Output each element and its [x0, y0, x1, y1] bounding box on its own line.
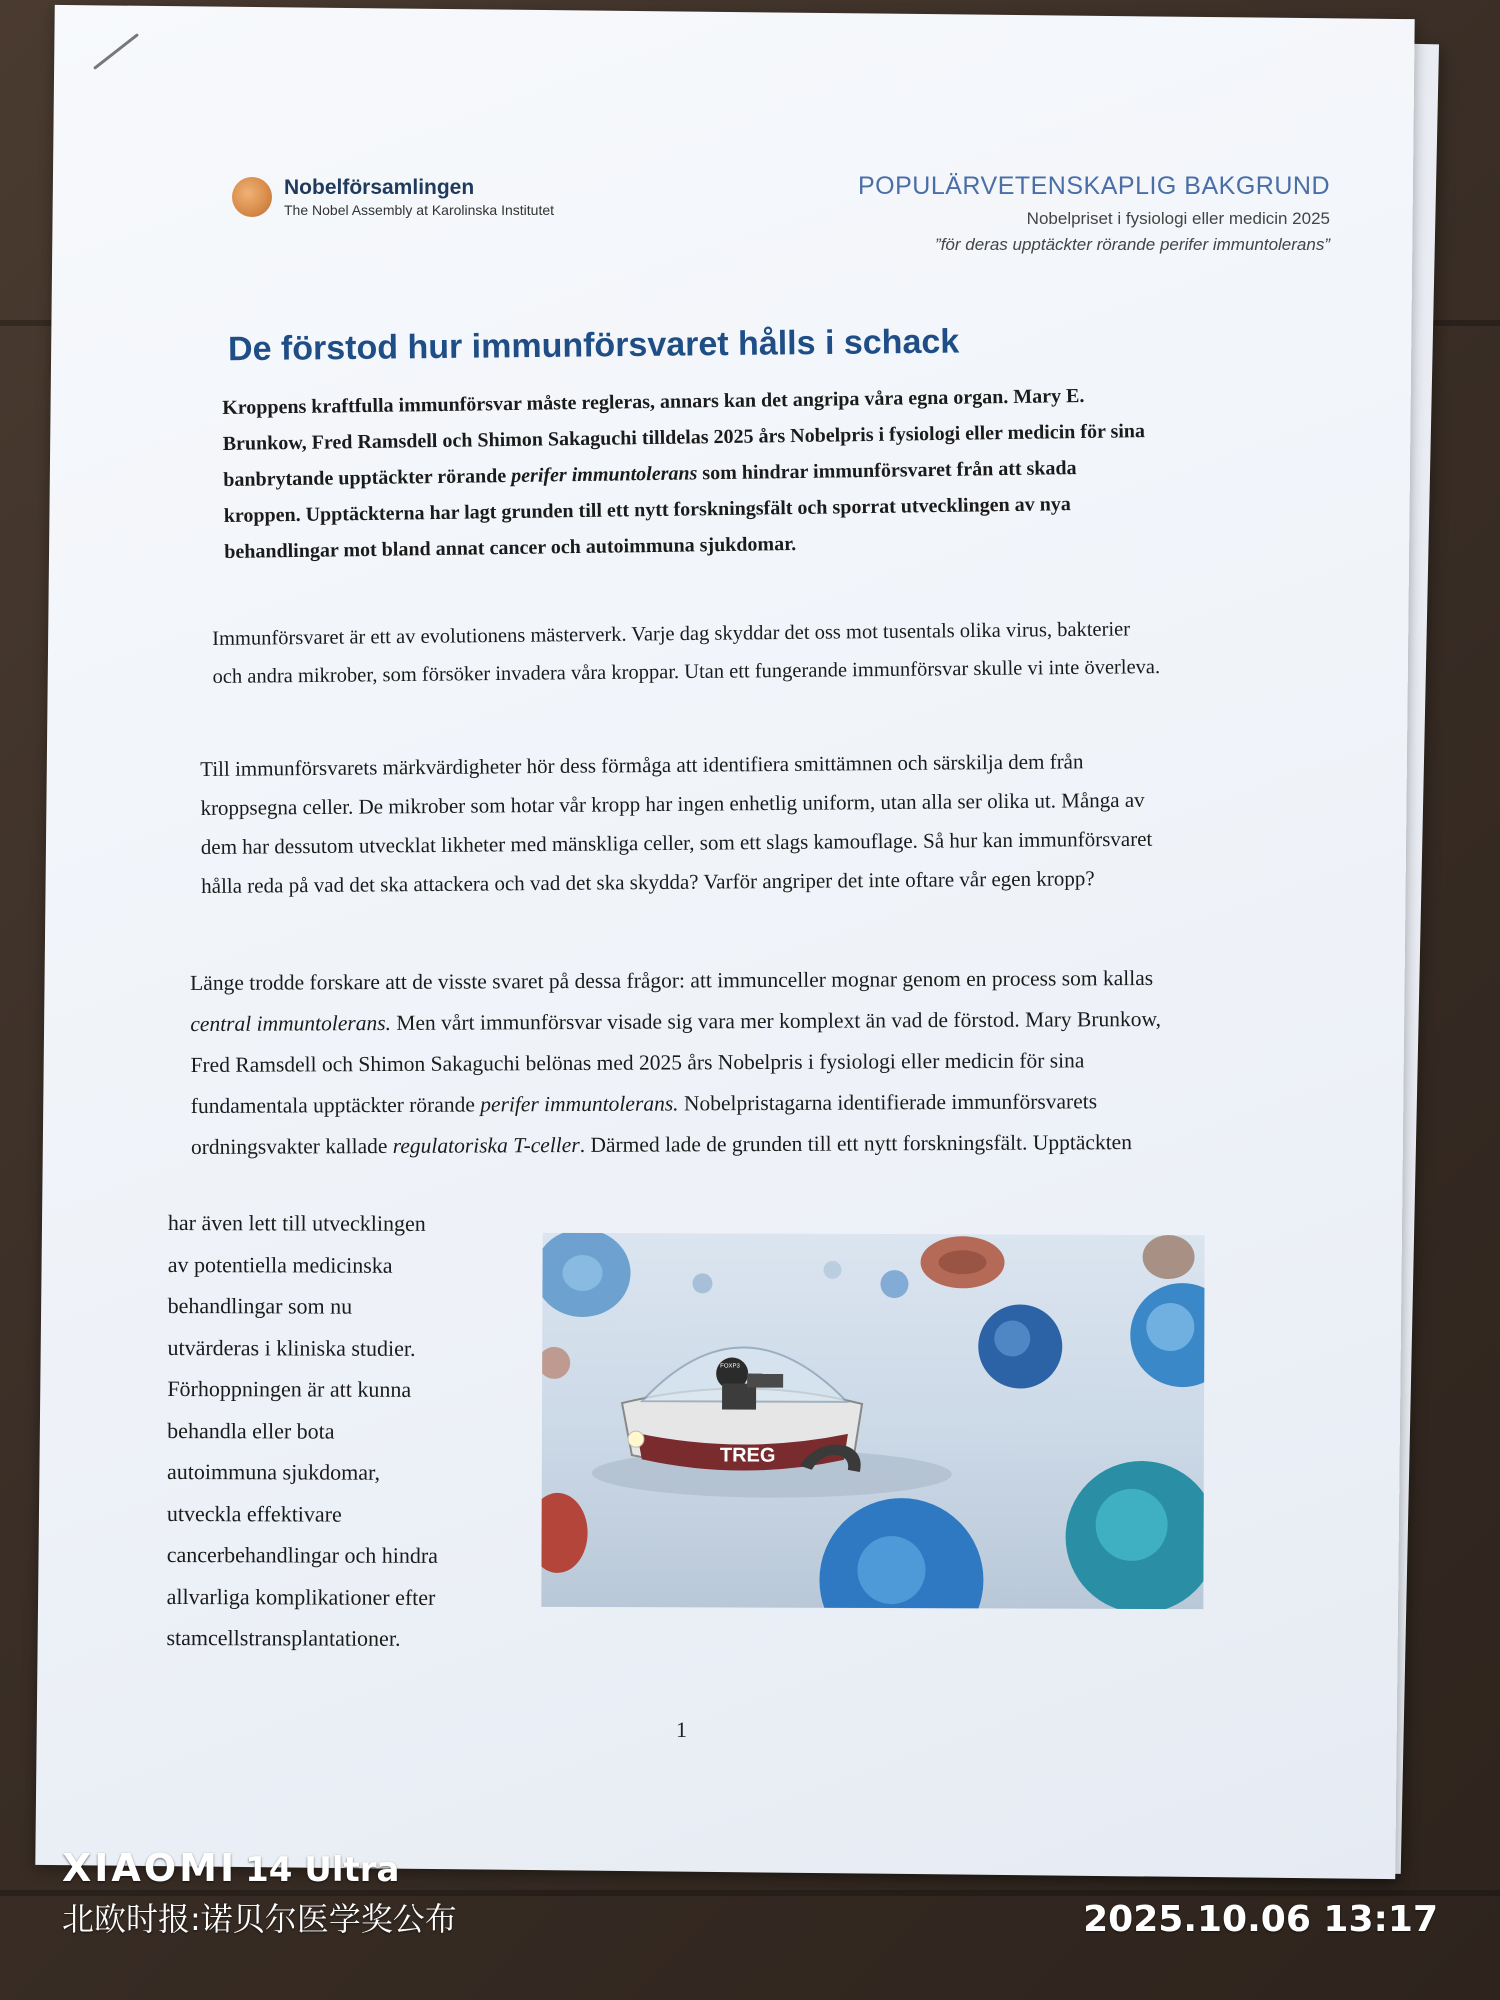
cell-nucleus [1096, 1489, 1168, 1561]
treg-illustration [541, 1233, 1204, 1609]
article-title: De förstod hur immunförsvaret hålls i schack [227, 322, 960, 369]
page-number: 1 [676, 1717, 687, 1742]
camera-watermark [62, 1846, 400, 1890]
org-name-en: The Nobel Assembly at Karolinska Institutet [284, 202, 555, 218]
paragraph-3-wrapped [166, 1202, 528, 1660]
wrapped-line: allvarliga komplikationer efter [166, 1583, 436, 1610]
red-blood-cell [541, 1493, 587, 1573]
cell-nucleus [1146, 1303, 1194, 1351]
camera-brand: XIAOMI [62, 1846, 238, 1890]
wrapped-line: utveckla effektivare [166, 1500, 342, 1527]
photo-caption: 北欧时报:诺贝尔医学奖公布 [62, 1900, 457, 1938]
prize-motivation: ”för deras upptäckter rörande perifer immuntolerans” [935, 235, 1330, 254]
nobel-assembly-logo [232, 176, 554, 218]
wrapped-line: behandlingar som nu [167, 1292, 353, 1319]
lead-paragraph: Kroppens kraftfulla immunförsvar måste regleras, annars kan det angripa våra egna organ. Mary E. Brunkow, Fred Ramsdell och Shimon Sakaguchi tilldelas 2025 års Nobelpris i fysiologi eller medicin för sina banbrytande upptäckter rörande perifer immuntolerans som hindrar immunförsvaret från att skada kroppen. Upptäckterna har lagt grunden till ett nytt forskningsfält och sporrat utvecklingen av nya behandlingar mot bland annat cancer och autoimmuna sjukdomar. [222, 384, 1146, 563]
spiky-cell-nucleus [994, 1320, 1030, 1356]
small-particle [541, 1347, 570, 1379]
treg-label: TREG [719, 1444, 776, 1467]
paragraph-3: Länge trodde forskare att de visste svaret på dessa frågor: att immunceller mognar genom en process som kallas central immuntolerans. Men vårt immunförsvar visade sig vara mer komplext än vad de förstod. Mary Brunkow, Fred Ramsdell och Shimon Sakaguchi belönas med 2025 års Nobelpris i fysiologi eller medicin för sina fundamentala upptäckter rörande perifer immuntolerans. Nobelpristagarna identifierade immunförsvarets ordningsvakter kallade regulatoriska T-celler. Därmed lade de grunden till ett nytt forskningsfält. Upptäckten [190, 965, 1162, 1159]
cell-nucleus [857, 1536, 925, 1604]
headlight [628, 1431, 644, 1447]
org-name: Nobelförsamlingen [284, 176, 475, 199]
prize-name: Nobelpriset i fysiologi eller medicin 2025 [1026, 209, 1330, 228]
wrapped-line: behandla eller bota [167, 1417, 335, 1444]
small-particle [692, 1273, 712, 1293]
treg-illustration-svg [541, 1233, 1204, 1609]
wrapped-line: cancerbehandlingar och hindra [166, 1541, 439, 1568]
photo-datetime: 2025.10.06 13:17 [1083, 1899, 1438, 1940]
red-blood-cell-center [939, 1250, 987, 1274]
wrapped-line: utvärderas i kliniska studier. [167, 1334, 416, 1361]
wrapped-line: autoimmuna sjukdomar, [167, 1458, 381, 1485]
camera-model: 14 Ultra [245, 1850, 400, 1890]
cell-nucleus [562, 1255, 602, 1291]
document-kind: POPULÄRVETENSKAPLIG BAKGRUND [857, 172, 1330, 200]
nobel-medal-icon [232, 177, 272, 217]
small-particle [823, 1261, 841, 1279]
document-header [858, 172, 1330, 255]
paragraph-2: Till immunförsvarets märkvärdigheter hör dess förmåga att identifiera smittämnen och särskilja dem från kroppsegna celler. De mikrober som hotar vår kropp har ingen enhetlig uniform, utan alla ser olika ut. Många av dem har dessutom utvecklat likheter med mänskliga celler, som ett slags kamouflage. Så hur kan immunförsvaret hålla reda på vad det ska attackera och vad det ska skydda? Varför angriper det inte oftare vår egen kropp? [200, 749, 1153, 898]
wrapped-line: har även lett till utvecklingen [167, 1210, 426, 1236]
wrapped-line: av potentiella medicinska [167, 1251, 393, 1278]
red-blood-cell [1142, 1235, 1194, 1279]
foxp3-label: FOXP3 [720, 1363, 740, 1370]
paragraph-1: Immunförsvaret är ett av evolutionens mästerverk. Varje dag skyddar det oss mot tusentals olika virus, bakterier och andra mikrober, som försöker invadera våra kroppar. Utan ett fungerande immunförsvar skulle vi inte överleva. [212, 618, 1161, 688]
wrapped-line: stamcellstransplantationer. [166, 1624, 401, 1651]
wrapped-line: Förhoppningen är att kunna [167, 1375, 412, 1402]
small-particle [880, 1270, 908, 1298]
pilot-camera [747, 1374, 783, 1388]
